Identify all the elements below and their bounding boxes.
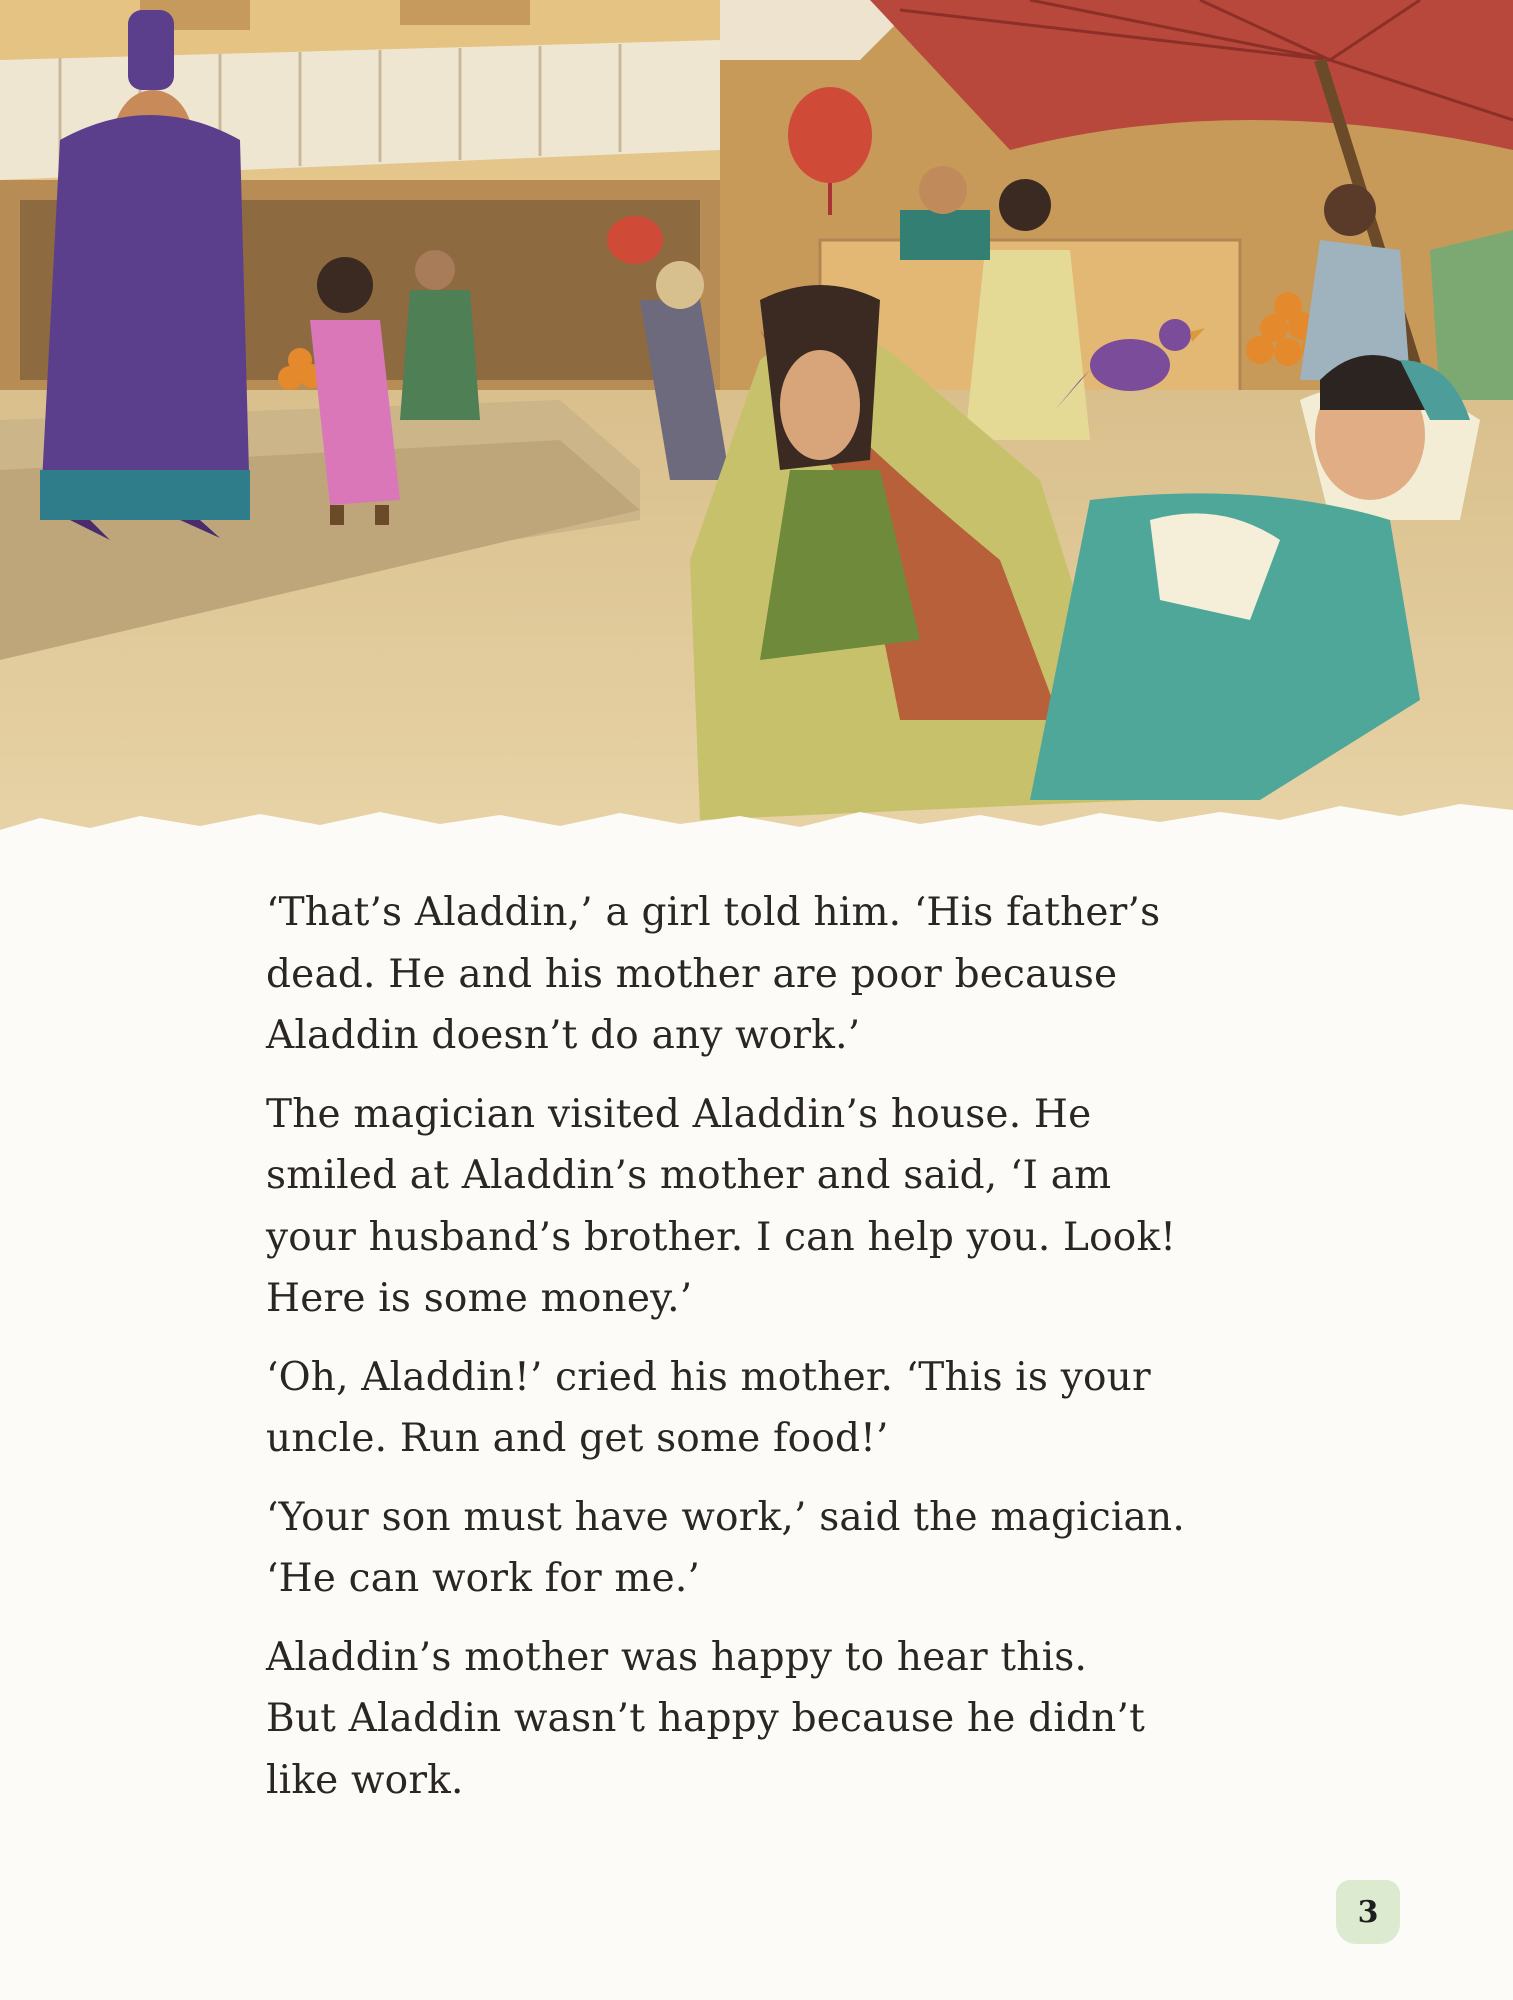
paragraph bbox=[266, 1487, 1276, 1610]
paragraph bbox=[266, 1347, 1276, 1470]
text-line: ‘Your son must have work,’ said the magician. bbox=[266, 1494, 1185, 1540]
text-line: like work. bbox=[266, 1757, 464, 1803]
text-line: But Aladdin wasn’t happy because he didn’t bbox=[266, 1696, 1145, 1741]
paragraph bbox=[266, 1627, 1276, 1812]
paragraph bbox=[266, 882, 1276, 1067]
page-number: 3 bbox=[1336, 1880, 1400, 1944]
text-line: smiled at Aladdin’s mother and said, ‘I am bbox=[266, 1153, 1112, 1198]
paragraph bbox=[266, 1084, 1276, 1330]
text-line: Here is some money.’ bbox=[266, 1276, 693, 1321]
text-line: uncle. Run and get some food!’ bbox=[266, 1416, 889, 1461]
text-line: Aladdin doesn’t do any work.’ bbox=[266, 1013, 861, 1058]
text-line: ‘He can work for me.’ bbox=[266, 1556, 701, 1601]
illustration-market-scene bbox=[0, 0, 1513, 860]
text-line: ‘That’s Aladdin,’ a girl told him. ‘His father’s bbox=[266, 890, 1161, 935]
text-line: ‘Oh, Aladdin!’ cried his mother. ‘This is your bbox=[266, 1354, 1151, 1400]
text-line: dead. He and his mother are poor because bbox=[266, 951, 1118, 997]
story-text bbox=[266, 882, 1276, 1828]
text-line: Aladdin’s mother was happy to hear this. bbox=[266, 1634, 1088, 1680]
text-line: your husband’s brother. I can help you. Look! bbox=[266, 1214, 1177, 1260]
text-line: The magician visited Aladdin’s house. He bbox=[266, 1091, 1092, 1137]
